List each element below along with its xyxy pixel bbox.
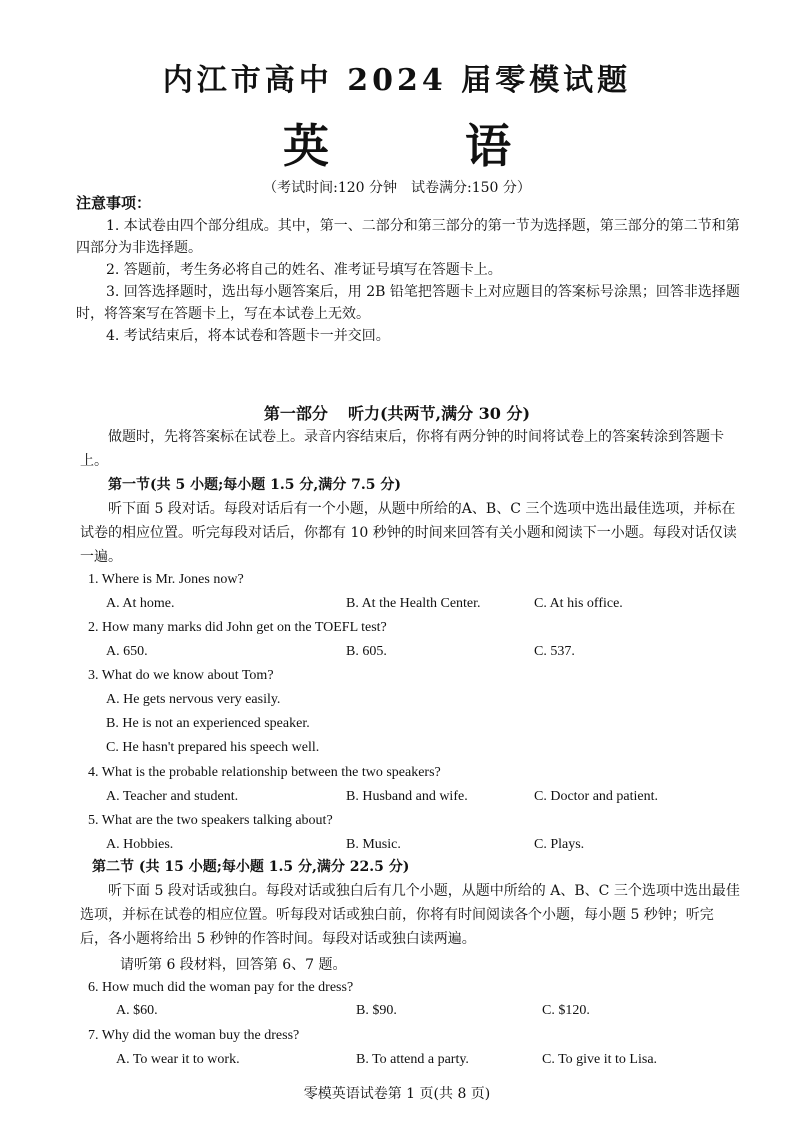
question-2-stem: 2. How many marks did John get on the TOEFL test?	[88, 620, 387, 635]
part1-title-label: 第一部分	[263, 404, 328, 423]
page-footer: 零模英语试卷第 1 页(共 8 页)	[303, 1086, 491, 1102]
question-3-stem: 3. What do we know about Tom?	[88, 668, 274, 683]
question-5-stem: 5. What are the two speakers talking about?	[88, 813, 333, 828]
question-5-option-c: C. Plays.	[534, 837, 585, 852]
question-1-stem: 1. Where is Mr. Jones now?	[88, 572, 244, 587]
section2-instructions-block	[80, 879, 740, 951]
question-4-stem: 4. What is the probable relationship between the two speakers?	[88, 765, 441, 780]
section1-instructions: 听下面 5 段对话。每段对话后有一个小题，从题中所给的A、B、C 三个选项中选出最佳选项，并标在试卷的相应位置。听完每段对话后，你都有 10 秒钟的时间来回答有关小题和阅读下一小题。每段对话仅读一遍。	[80, 501, 737, 565]
question-6-stem: 6. How much did the woman pay for the dress?	[88, 980, 354, 995]
question-7-option-a: A. To wear it to work.	[116, 1052, 240, 1067]
notice-heading: 注意事项：	[76, 194, 152, 212]
notice-item: 2. 答题前，考生务必将自己的姓名、准考证号填写在答题卡上。	[106, 262, 502, 278]
question-3-option-b: B. He is not an experienced speaker.	[106, 716, 310, 731]
question-6-option-b: B. $90.	[356, 1003, 397, 1018]
section2-instructions: 听下面 5 段对话或独白。每段对话或独白后有几个小题，从题中所给的 A、B、C 三个选项中选出最佳选项，并标在试卷的相应位置。听每段对话或独白前，你将有时间阅读各个小题，每小题 5 秒钟；听完后，各小题将给出 5 秒钟的作答时间。每段对话或独白读两遍。	[80, 883, 740, 947]
question-5-option-a: A. Hobbies.	[106, 837, 174, 852]
part1-title	[0, 401, 794, 424]
notice-item: 3. 回答选择题时，选出每小题答案后，用 2B 铅笔把答题卡上对应题目的答案标号涂黑；回答非选择题时，将答案写在答题卡上，写在本试卷上无效。	[76, 284, 740, 322]
question-2-option-a: A. 650.	[106, 644, 148, 659]
section1-instructions-block	[80, 497, 740, 569]
question-6-option-a: A. $60.	[116, 1003, 158, 1018]
material-note-block	[120, 953, 780, 977]
question-3-option-c: C. He hasn't prepared his speech well.	[106, 740, 320, 755]
question-5-option-b: B. Music.	[346, 837, 401, 852]
part1-intro: 做题时，先将答案标在试卷上。录音内容结束后，你将有两分钟的时间将试卷上的答案转涂到答题卡上。	[80, 429, 724, 469]
section1-title-block	[80, 473, 740, 497]
section1-title: 第一节(共 5 小题;每小题 1.5 分,满分 7.5 分)	[108, 477, 401, 493]
question-4-option-b: B. Husband and wife.	[346, 789, 468, 804]
question-1-option-c: C. At his office.	[534, 596, 623, 611]
question-7-option-b: B. To attend a party.	[356, 1052, 469, 1067]
part1-title-desc: 听力(共两节,满分 30 分)	[347, 404, 531, 423]
section2-title: 第二节 (共 15 小题;每小题 1.5 分,满分 22.5 分)	[92, 859, 410, 875]
question-4-option-c: C. Doctor and patient.	[534, 789, 659, 804]
question-6-option-c: C. $120.	[542, 1003, 590, 1018]
question-7-option-c: C. To give it to Lisa.	[542, 1052, 658, 1067]
question-7-stem: 7. Why did the woman buy the dress?	[88, 1028, 300, 1043]
part1-intro-block	[80, 425, 740, 473]
notice-item: 4. 考试结束后，将本试卷和答题卡一并交回。	[106, 328, 390, 344]
section2-title-block	[92, 855, 752, 879]
question-3-options	[106, 692, 746, 764]
question-3-option-a: A. He gets nervous very easily.	[106, 692, 281, 707]
question-4-option-a: A. Teacher and student.	[106, 789, 239, 804]
question-2-option-c: C. 537.	[534, 644, 575, 659]
notice-list	[76, 215, 740, 347]
subject-title: 英 语	[282, 119, 571, 173]
question-1-option-b: B. At the Health Center.	[346, 596, 481, 611]
notice-item: 1. 本试卷由四个部分组成。其中，第一、二部分和第三部分的第一节为选择题，第三部分的第二节和第四部分为非选择题。	[76, 218, 740, 256]
material-note: 请听第 6 段材料，回答第 6、7 题。	[120, 957, 347, 973]
question-2-option-b: B. 605.	[346, 644, 387, 659]
exam-title: 内江市高中 2024 届零模试题	[162, 63, 632, 98]
exam-info: （考试时间:120 分钟 试卷满分:150 分）	[263, 180, 531, 196]
question-1-option-a: A. At home.	[106, 596, 175, 611]
